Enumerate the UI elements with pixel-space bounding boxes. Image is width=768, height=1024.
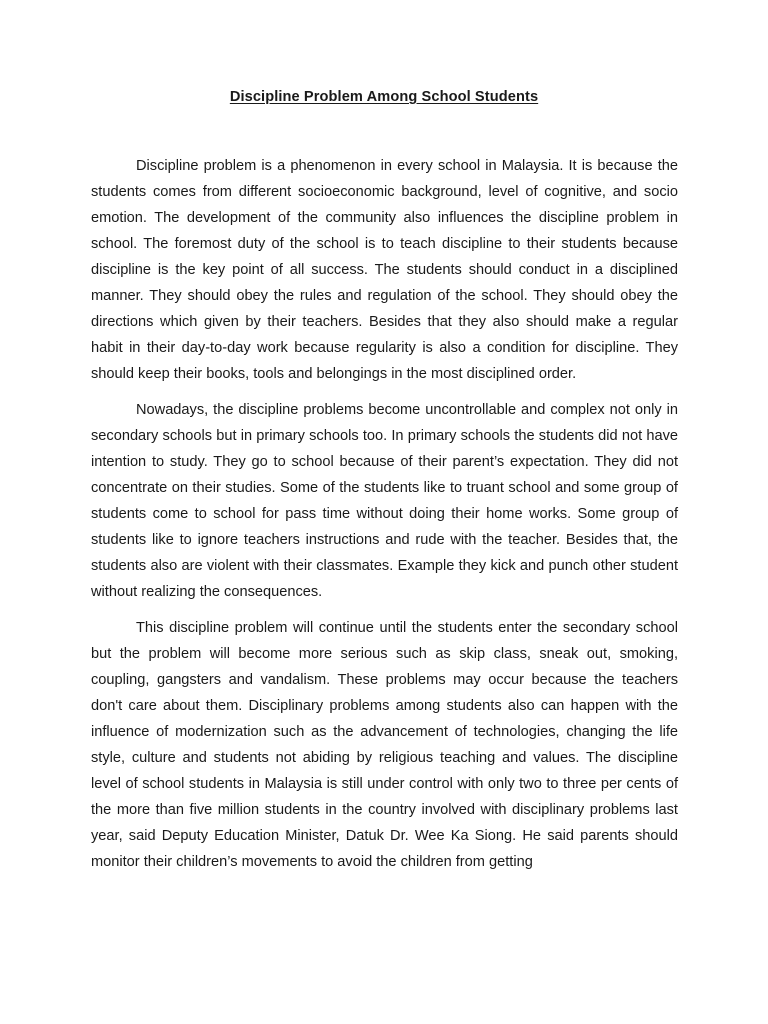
paragraph-2: Nowadays, the discipline problems become uncontrollable and complex not only in secondary schools but in primary schools too. In primary schools the students did not have intention to study. They go to school because of their parent’s expectation. They did not concentrate on their studies. Some of the students like to truant school and some group of students come to school for pass time without doing their home works. Some group of students like to ignore teachers instructions and rude with the teacher. Besides that, the students also are violent with their classmates. Example they kick and punch other student without realizing the consequences. bbox=[91, 402, 678, 600]
document-title-text: Discipline Problem Among School Students bbox=[229, 89, 539, 105]
paragraph-1: Discipline problem is a phenomenon in every school in Malaysia. It is because the students comes from different socioeconomic background, level of cognitive, and socio emotion. The development of the community also influences the discipline problem in school. The foremost duty of the school is to teach discipline to their students because discipline is the key point of all success. The students should conduct in a disciplined manner. They should obey the rules and regulation of the school. They should obey the directions which given by their teachers. Besides that they also should make a regular habit in their day-to-day work because regularity is also a condition for discipline. They should keep their books, tools and belongings in the most disciplined order. bbox=[91, 158, 678, 382]
document-title bbox=[0, 89, 768, 105]
document-body bbox=[91, 153, 678, 885]
paragraph-3: This discipline problem will continue until the students enter the secondary school but the problem will become more serious such as skip class, sneak out, smoking, coupling, gangsters and vandalism. These problems may occur because the teachers don't care about them. Disciplinary problems among students also can happen with the influence of modernization such as the advancement of technologies, changing the life style, culture and students not abiding by religious teaching and values. The discipline level of school students in Malaysia is still under control with only two to three per cents of the more than five million students in the country involved with disciplinary problems last year, said Deputy Education Minister, Datuk Dr. Wee Ka Siong. He said parents should monitor their children’s movements to avoid the children from getting bbox=[91, 620, 678, 870]
